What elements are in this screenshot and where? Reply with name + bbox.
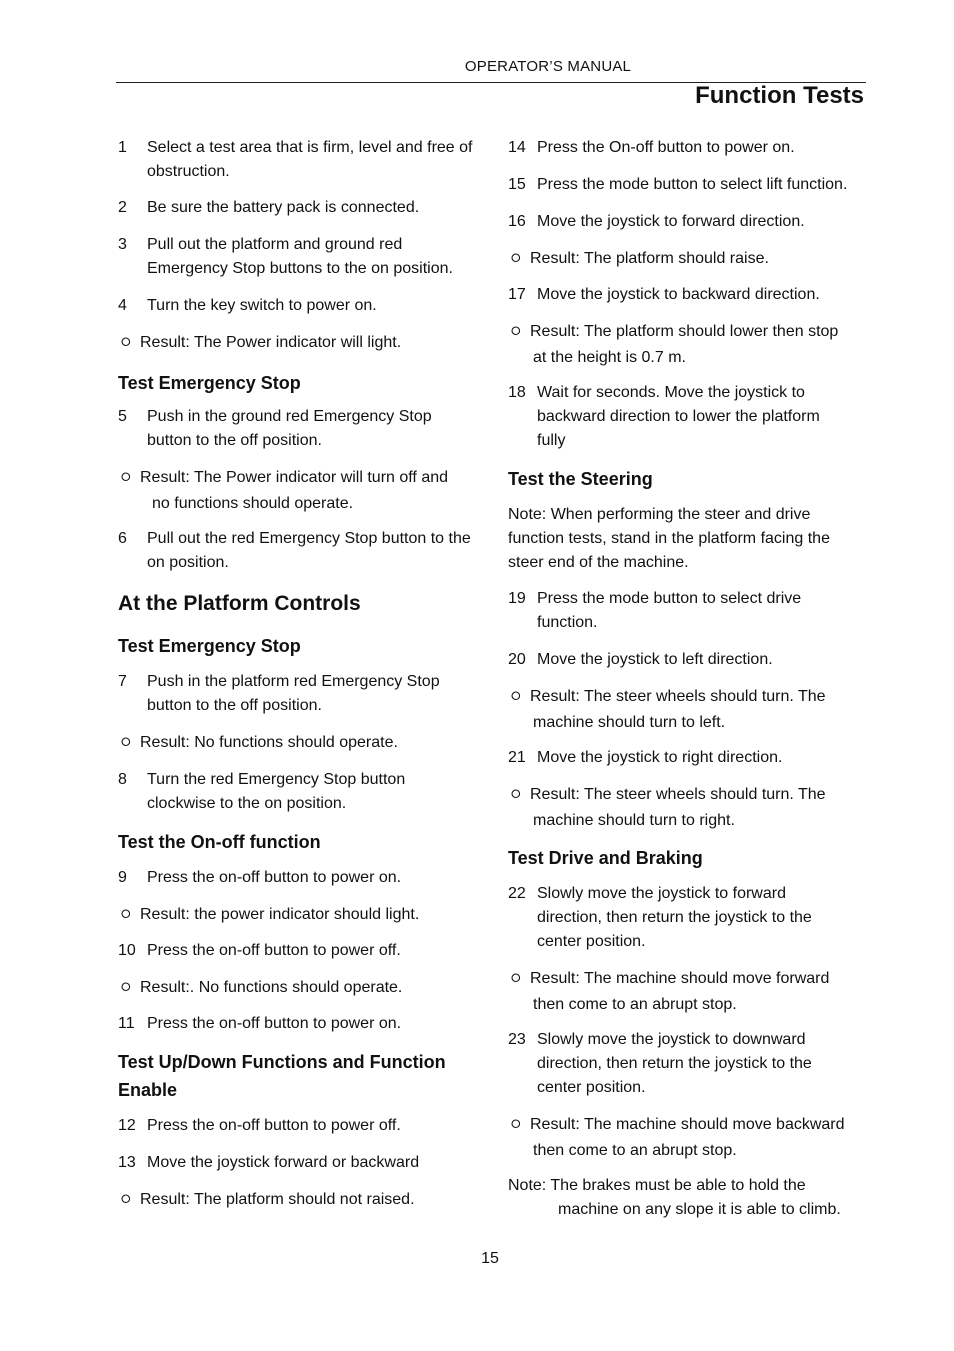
step-number: 23 <box>508 1031 526 1048</box>
step-number: 12 <box>118 1117 136 1134</box>
result-bullet-icon: ⭘ <box>121 1192 131 1206</box>
heading-test-emergency-stop: Test Emergency Stop <box>118 373 301 393</box>
result-text <box>530 319 868 371</box>
step-number: 7 <box>118 673 127 690</box>
result-7 <box>508 246 868 272</box>
step-5 <box>118 405 478 453</box>
step-number: 15 <box>508 176 526 193</box>
result-11 <box>508 966 868 1018</box>
result-line: no functions should operate. <box>152 495 354 512</box>
step-number: 4 <box>118 297 127 314</box>
step-number: 18 <box>508 384 526 401</box>
heading-test-emergency-stop: Test Emergency Stop <box>118 636 301 656</box>
result-3 <box>118 730 478 756</box>
step-14 <box>508 136 868 160</box>
step-number: 3 <box>118 236 127 253</box>
right-column <box>508 130 868 1222</box>
result-bullet-icon: ⭘ <box>121 470 131 484</box>
step-11 <box>118 1012 478 1036</box>
result-line: machine should turn to left. <box>533 714 726 731</box>
page-title: Function Tests <box>695 82 864 109</box>
result-1 <box>118 330 478 356</box>
step-15 <box>508 173 868 197</box>
result-text <box>530 1112 868 1164</box>
step-18 <box>508 381 868 453</box>
step-text: Move the joystick to forward direction. <box>537 213 805 230</box>
step-8 <box>118 768 478 816</box>
step-21 <box>508 746 868 770</box>
result-4 <box>118 902 478 928</box>
result-bullet-icon: ⭘ <box>511 1117 521 1131</box>
step-20 <box>508 648 868 672</box>
result-5 <box>118 975 478 1001</box>
step-number: 16 <box>508 213 526 230</box>
note-brakes <box>508 1174 868 1222</box>
running-header: OPERATOR’S MANUAL <box>464 58 632 75</box>
step-text: Pull out the platform and ground red Emergency Stop buttons to the on position. <box>147 236 453 277</box>
step-text: Wait for seconds. Move the joystick to backward direction to lower the platform fully <box>537 384 820 449</box>
result-bullet-icon: ⭘ <box>511 689 521 703</box>
step-text: Select a test area that is firm, level and free of obstruction. <box>147 139 473 180</box>
step-2 <box>118 196 478 220</box>
result-bullet-icon: ⭘ <box>121 735 131 749</box>
step-text: Push in the ground red Emergency Stop button to the off position. <box>147 408 432 449</box>
result-text <box>530 684 868 736</box>
result-8 <box>508 319 868 371</box>
step-number: 9 <box>118 869 127 886</box>
step-number: 20 <box>508 651 526 668</box>
step-number: 17 <box>508 286 526 303</box>
step-number: 6 <box>118 530 127 547</box>
note-line: machine on any slope it is able to climb. <box>558 1201 841 1218</box>
result-6 <box>118 1187 478 1213</box>
step-7 <box>118 670 478 718</box>
step-number: 22 <box>508 885 526 902</box>
step-text: Push in the platform red Emergency Stop button to the off position. <box>147 673 440 714</box>
step-1 <box>118 136 478 184</box>
result-bullet-icon: ⭘ <box>121 980 131 994</box>
result-text: Result:. No functions should operate. <box>140 979 403 996</box>
step-23 <box>508 1028 868 1100</box>
step-9 <box>118 866 478 890</box>
step-22 <box>508 882 868 954</box>
step-17 <box>508 283 868 307</box>
result-9 <box>508 684 868 736</box>
step-number: 21 <box>508 749 526 766</box>
result-line: machine should turn to right. <box>533 812 735 829</box>
step-text: Slowly move the joystick to forward direction, then return the joystick to the center position. <box>537 885 812 950</box>
step-text: Press the on-off button to power off. <box>147 1117 401 1134</box>
step-text: Move the joystick to right direction. <box>537 749 783 766</box>
result-line: Result: The machine should move forward <box>530 970 830 987</box>
step-number: 13 <box>118 1154 136 1171</box>
left-column <box>118 130 478 1213</box>
result-bullet-icon: ⭘ <box>511 324 521 338</box>
result-text: Result: No functions should operate. <box>140 734 398 751</box>
heading-test-drive-braking: Test Drive and Braking <box>508 848 703 868</box>
result-bullet-icon: ⭘ <box>121 907 131 921</box>
step-number: 1 <box>118 139 127 156</box>
heading-test-steering: Test the Steering <box>508 469 653 489</box>
result-line: at the height is 0.7 m. <box>533 349 686 366</box>
step-number: 19 <box>508 590 526 607</box>
step-4 <box>118 294 478 318</box>
step-text: Move the joystick forward or backward <box>147 1154 420 1171</box>
result-text: Result: The Power indicator will light. <box>140 334 402 351</box>
step-19 <box>508 587 868 635</box>
result-text <box>140 465 478 517</box>
step-text: Press the mode button to select lift function. <box>537 176 848 193</box>
step-number: 5 <box>118 408 127 425</box>
step-13 <box>118 1151 478 1175</box>
result-text <box>530 782 868 834</box>
result-text: Result: the power indicator should light. <box>140 906 420 923</box>
step-6 <box>118 527 478 575</box>
step-text: Turn the key switch to power on. <box>147 297 377 314</box>
result-12 <box>508 1112 868 1164</box>
step-text: Press the mode button to select drive function. <box>537 590 802 631</box>
result-bullet-icon: ⭘ <box>511 251 521 265</box>
step-16 <box>508 210 868 234</box>
result-2 <box>118 465 478 517</box>
step-text: Be sure the battery pack is connected. <box>147 199 420 216</box>
result-line: Result: The platform should lower then stop <box>530 323 839 340</box>
step-number: 11 <box>118 1015 135 1032</box>
result-line: Result: The machine should move backward <box>530 1116 845 1133</box>
step-number: 10 <box>118 942 136 959</box>
result-line: Result: The steer wheels should turn. The <box>530 688 826 705</box>
step-text: Press the on-off button to power on. <box>147 1015 402 1032</box>
step-text: Move the joystick to left direction. <box>537 651 773 668</box>
result-line: Result: The steer wheels should turn. The <box>530 786 826 803</box>
step-text: Press the on-off button to power on. <box>147 869 402 886</box>
step-12 <box>118 1114 478 1138</box>
heading-test-onoff: Test the On-off function <box>118 832 321 852</box>
step-10 <box>118 939 478 963</box>
result-line: then come to an abrupt stop. <box>533 996 737 1013</box>
result-bullet-icon: ⭘ <box>121 335 131 349</box>
result-bullet-icon: ⭘ <box>511 971 521 985</box>
step-text: Turn the red Emergency Stop button clockwise to the on position. <box>147 771 406 812</box>
note-steering: Note: When performing the steer and drive function tests, stand in the platform facing the steer end of the machine. <box>508 506 830 571</box>
note-line: Note: The brakes must be able to hold the <box>508 1177 806 1194</box>
step-number: 14 <box>508 139 526 156</box>
step-text: Press the on-off button to power off. <box>147 942 401 959</box>
result-10 <box>508 782 868 834</box>
step-text: Move the joystick to backward direction. <box>537 286 820 303</box>
result-line: then come to an abrupt stop. <box>533 1142 737 1159</box>
result-text: Result: The platform should raise. <box>530 250 769 267</box>
result-bullet-icon: ⭘ <box>511 787 521 801</box>
page-number: 15 <box>481 1250 499 1267</box>
heading-platform-controls: At the Platform Controls <box>118 592 361 615</box>
result-text: Result: The platform should not raised. <box>140 1191 415 1208</box>
step-text: Pull out the red Emergency Stop button to the on position. <box>147 530 471 571</box>
result-line: Result: The Power indicator will turn off and <box>140 469 449 486</box>
step-number: 8 <box>118 771 127 788</box>
step-text: Slowly move the joystick to downward direction, then return the joystick to the center position. <box>537 1031 812 1096</box>
result-text <box>530 966 868 1018</box>
step-text: Press the On-off button to power on. <box>537 139 795 156</box>
step-number: 2 <box>118 199 127 216</box>
heading-test-updown: Test Up/Down Functions and Function Enable <box>118 1052 446 1100</box>
step-3 <box>118 233 478 281</box>
